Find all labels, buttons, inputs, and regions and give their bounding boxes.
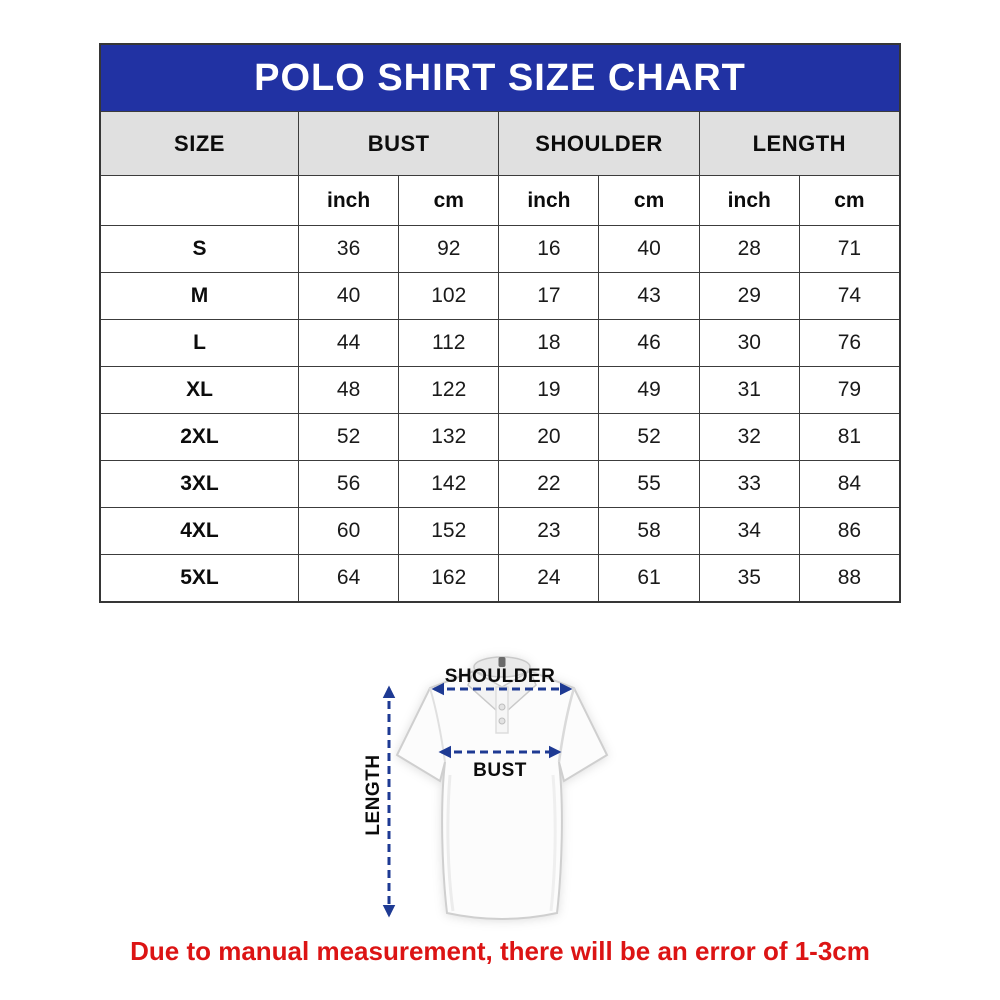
value-cell: 18 <box>498 319 598 366</box>
value-cell: 61 <box>598 554 698 601</box>
value-cell: 24 <box>498 554 598 601</box>
value-cell: 162 <box>398 554 498 601</box>
size-cell: 3XL <box>101 460 298 507</box>
unit-header-length-cm: cm <box>799 175 899 225</box>
column-header-size: SIZE <box>101 111 298 175</box>
value-cell: 55 <box>598 460 698 507</box>
value-cell: 48 <box>298 366 398 413</box>
value-cell: 36 <box>298 225 398 272</box>
size-cell: L <box>101 319 298 366</box>
size-cell: 4XL <box>101 507 298 554</box>
value-cell: 64 <box>298 554 398 601</box>
value-cell: 142 <box>398 460 498 507</box>
value-cell: 16 <box>498 225 598 272</box>
value-cell: 60 <box>298 507 398 554</box>
value-cell: 49 <box>598 366 698 413</box>
measurement-note: Due to manual measurement, there will be an error of 1-3cm <box>130 936 870 966</box>
value-cell: 76 <box>799 319 899 366</box>
value-cell: 28 <box>699 225 799 272</box>
value-cell: 132 <box>398 413 498 460</box>
value-cell: 71 <box>799 225 899 272</box>
value-cell: 52 <box>298 413 398 460</box>
value-cell: 22 <box>498 460 598 507</box>
value-cell: 34 <box>699 507 799 554</box>
column-header-shoulder: SHOULDER <box>498 111 698 175</box>
value-cell: 29 <box>699 272 799 319</box>
value-cell: 46 <box>598 319 698 366</box>
value-cell: 88 <box>799 554 899 601</box>
size-cell: M <box>101 272 298 319</box>
value-cell: 35 <box>699 554 799 601</box>
unit-header-shoulder-cm: cm <box>598 175 698 225</box>
value-cell: 44 <box>298 319 398 366</box>
value-cell: 30 <box>699 319 799 366</box>
value-cell: 112 <box>398 319 498 366</box>
unit-header-shoulder-inch: inch <box>498 175 598 225</box>
value-cell: 122 <box>398 366 498 413</box>
value-cell: 74 <box>799 272 899 319</box>
value-cell: 31 <box>699 366 799 413</box>
polo-shirt-graphic <box>397 657 607 919</box>
value-cell: 43 <box>598 272 698 319</box>
button <box>499 718 505 724</box>
value-cell: 19 <box>498 366 598 413</box>
size-cell: 2XL <box>101 413 298 460</box>
value-cell: 40 <box>598 225 698 272</box>
size-chart-table <box>99 43 901 603</box>
polo-shirt-diagram <box>350 645 650 937</box>
size-cell: S <box>101 225 298 272</box>
unit-header-length-inch: inch <box>699 175 799 225</box>
value-cell: 84 <box>799 460 899 507</box>
value-cell: 56 <box>298 460 398 507</box>
value-cell: 102 <box>398 272 498 319</box>
page-title: POLO SHIRT SIZE CHART <box>101 45 899 111</box>
value-cell: 17 <box>498 272 598 319</box>
unit-header-bust-cm: cm <box>398 175 498 225</box>
value-cell: 23 <box>498 507 598 554</box>
value-cell: 79 <box>799 366 899 413</box>
value-cell: 52 <box>598 413 698 460</box>
bust-label: BUST <box>473 760 527 781</box>
unit-header-bust-inch: inch <box>298 175 398 225</box>
value-cell: 152 <box>398 507 498 554</box>
value-cell: 40 <box>298 272 398 319</box>
size-cell: XL <box>101 366 298 413</box>
button <box>499 704 505 710</box>
value-cell: 20 <box>498 413 598 460</box>
length-label: LENGTH <box>363 754 384 836</box>
value-cell: 33 <box>699 460 799 507</box>
value-cell: 58 <box>598 507 698 554</box>
column-header-bust: BUST <box>298 111 498 175</box>
column-header-length: LENGTH <box>699 111 899 175</box>
value-cell: 86 <box>799 507 899 554</box>
value-cell: 81 <box>799 413 899 460</box>
shoulder-label: SHOULDER <box>444 666 556 687</box>
size-cell: 5XL <box>101 554 298 601</box>
value-cell: 32 <box>699 413 799 460</box>
value-cell: 92 <box>398 225 498 272</box>
unit-header-empty <box>101 175 298 225</box>
